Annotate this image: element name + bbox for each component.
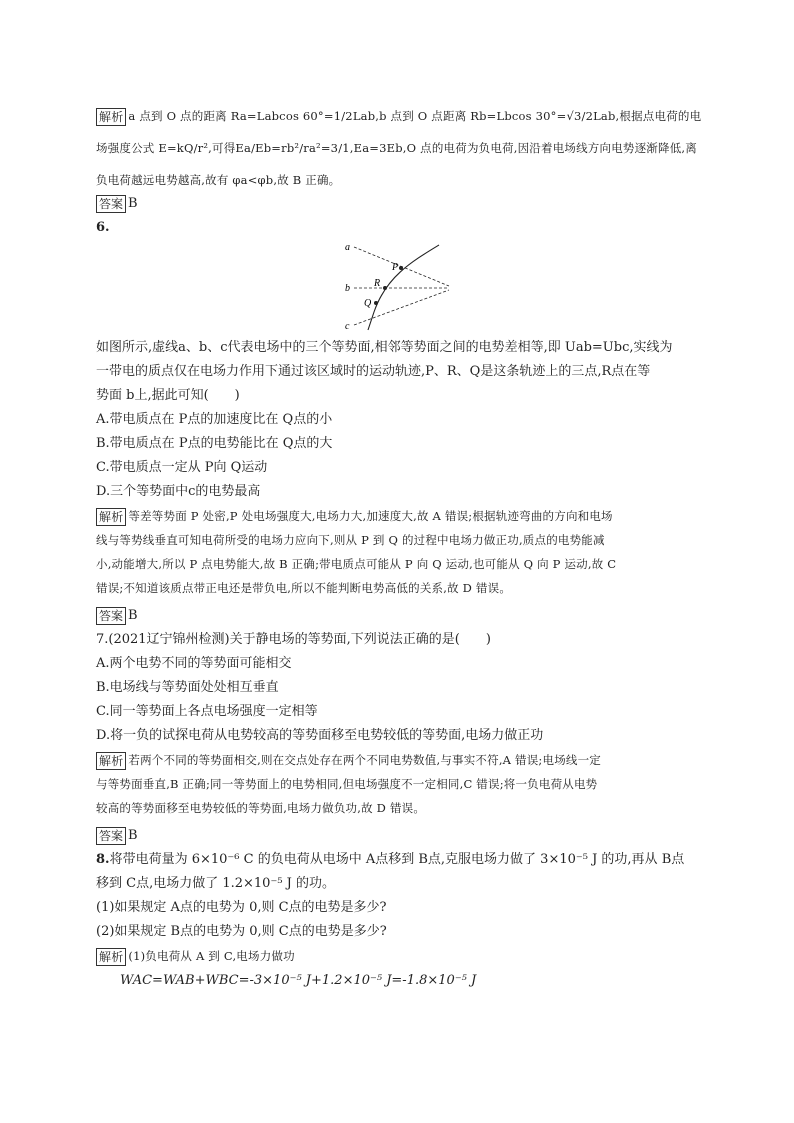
q8-formula: WAC=WAB+WBC=-3×10⁻⁵ J+1.2×10⁻⁵ J=-1.8×10⁻⁵ J [120,973,477,988]
label-b: b [345,283,350,294]
q5-analysis-line-3: 负电荷越远电势越高,故有 φa<φb,故 B 正确。 [96,173,341,187]
document-page [96,104,702,994]
q7-analysis-line-2: 与等势面垂直,B 正确;同一等势面上的电势相同,但电场强度不一定相同,C 错误;将一负电荷从电势 [96,777,598,791]
q6-number: 6. [96,220,110,235]
answer-tag: 答案 [96,195,126,213]
q5-analysis-line-2: 场强度公式 E=kQ/r²,可得Ea/Eb=rb²/ra²=3/1,Ea=3Eb,O 点的电荷为负电荷,因沿着电场线方向电势逐渐降低,离 [96,141,697,155]
label-q: Q [364,298,372,309]
answer-tag: 答案 [96,607,126,625]
q5-analysis-line-1: 解析 a 点到 O 点的距离 Ra=Labcos 60°=1/2Lab,b 点到 O 点距离 Rb=Lbcos 30°=√3/2Lab,根据点电荷的电 [96,104,696,128]
q7-option-b: B.电场线与等势面处处相互垂直 [96,680,279,695]
equipotential-figure [341,242,456,332]
q7-option-a: A.两个电势不同的等势面可能相交 [96,656,292,671]
q5-answer: 答案 B [96,192,696,216]
q7-option-d: D.将一负的试探电荷从电势较高的等势面移至电势较低的等势面,电场力做正功 [96,728,544,743]
analysis-tag: 解析 [96,108,126,126]
q6-stem-line-1: 如图所示,虚线a、b、c代表电场中的三个等势面,相邻等势面之间的电势差相等,即 Uab=Ubc,实线为 [96,340,673,355]
q8-analysis-line-1: 解析 (1)负电荷从 A 到 C,电场力做功 [96,944,696,968]
q7-analysis-line-1: 解析 若两个不同的等势面相交,则在交点处存在两个不同电势数值,与事实不符,A 错误;电场线一定 [96,748,696,772]
analysis-tag: 解析 [96,752,126,770]
figure-svg [341,242,456,332]
q7-answer: 答案 B [96,824,696,848]
analysis-tag: 解析 [96,948,126,966]
q6-option-b: B.带电质点在 P点的电势能比在 Q点的大 [96,436,333,451]
analysis-tag: 解析 [96,508,126,526]
q6-analysis-line-3: 小,动能增大,所以 P 点电势能大,故 B 正确;带电质点可能从 P 向 Q 运动,也可能从 Q 向 P 运动,故 C [96,557,617,571]
answer-tag: 答案 [96,827,126,845]
point-p [399,266,403,270]
q8-stem-line-1: 8.将带电荷量为 6×10⁻⁶ C 的负电荷从电场中 A点移到 B点,克服电场力做了 3×10⁻⁵ J 的功,再从 B点 [96,852,685,867]
label-r: R [374,278,381,289]
q8-subquestion-1: (1)如果规定 A点的电势为 0,则 C点的电势是多少? [96,900,387,915]
q7-option-c: C.同一等势面上各点电场强度一定相等 [96,704,318,719]
q6-answer: 答案 B [96,604,696,628]
q6-option-c: C.带电质点一定从 P向 Q运动 [96,460,268,475]
label-p: P [392,262,399,273]
label-c: c [345,321,350,332]
q8-number: 8. [96,852,110,867]
q6-option-d: D.三个等势面中c的电势最高 [96,484,261,499]
point-q [374,301,378,305]
q8-subquestion-2: (2)如果规定 B点的电势为 0,则 C点的电势是多少? [96,924,387,939]
label-a: a [345,242,350,253]
q6-stem-line-2: 一带电的质点仅在电场力作用下通过该区域时的运动轨迹,P、R、Q是这条轨迹上的三点,R点在等 [96,364,651,379]
q6-analysis-line-4: 错误;不知道该质点带正电还是带负电,所以不能判断电势高低的关系,故 D 错误。 [96,581,512,595]
point-r [383,286,387,290]
q8-stem-line-2: 移到 C点,电场力做了 1.2×10⁻⁵ J 的功。 [96,876,336,891]
q7-analysis-line-3: 较高的等势面移至电势较低的等势面,电场力做负功,故 D 错误。 [96,801,426,815]
q6-analysis-line-2: 线与等势线垂直可知电荷所受的电场力应向下,则从 P 到 Q 的过程中电场力做正功,质点的电势能减 [96,533,605,547]
q6-analysis-line-1: 解析 等差等势面 P 处密,P 处电场强度大,电场力大,加速度大,故 A 错误;根据轨迹弯曲的方向和电场 [96,504,696,528]
q6-stem-line-3: 势面 b上,据此可知( ) [96,388,240,403]
q7-stem: 7.(2021辽宁锦州检测)关于静电场的等势面,下列说法正确的是( ) [96,632,491,647]
q6-option-a: A.带电质点在 P点的加速度比在 Q点的小 [96,412,333,427]
